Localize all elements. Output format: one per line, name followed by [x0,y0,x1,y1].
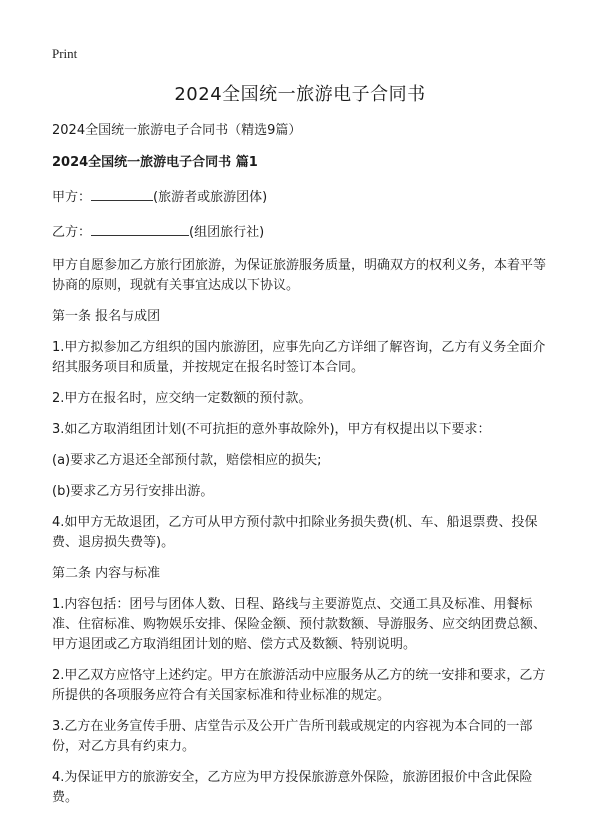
party-b-note: (组团旅行社) [189,225,265,240]
clause-paragraph: 3.乙方在业务宣传手册、店堂告示及公开广告所刊载或规定的内容视为本合同的一部份，对乙方具有约束力。 [52,719,533,754]
intro-paragraph: 甲方自愿参加乙方旅行团旅游，为保证旅游服务质量，明确双方的权利义务，本着平等协商的原则，现就有关事宜达成以下协议。 [52,258,547,293]
party-a-note: (旅游者或旅游团体) [153,190,268,205]
party-a-blank [91,186,153,201]
document-subtitle: 2024全国统一旅游电子合同书（精选9篇） [52,123,302,138]
document-title: 2024全国统一旅游电子合同书 [174,84,426,105]
document-body [52,121,552,819]
clause-paragraph: 1.甲方拟参加乙方组织的国内旅游团，应事先向乙方详细了解咨询，乙方有义务全面介绍其服务项目和质量，并按规定在报名时签订本合同。 [52,340,546,375]
clause-paragraph: 1.内容包括：团号与团体人数、日程、路线与主要游览点、交通工具及标准、用餐标准、住宿标准、购物娱乐安排、保险金额、预付款数额、导游服务、应交纳团费总额、甲方退团或乙方取消组团计划的赔、偿方式及数额、特别说明。 [52,597,547,652]
article-heading: 第二条 内容与标准 [52,566,161,581]
clause-paragraph: 4.为保证甲方的旅游安全，乙方应为甲方投保旅游意外保险，旅游团报价中含此保险费。 [52,770,533,805]
clause-paragraph: 3.如乙方取消组团计划(不可抗拒的意外事故除外)，甲方有权提出以下要求： [52,422,491,437]
clause-paragraph: 2.甲方在报名时，应交纳一定数额的预付款。 [52,391,312,406]
clause-paragraph: 4.如甲方无故退团，乙方可从甲方预付款中扣除业务损失费(机、车、船退票费、投保费、退房损失费等)。 [52,515,538,550]
party-b-blank [91,221,189,236]
section-heading: 2024全国统一旅游电子合同书 篇1 [52,155,258,170]
party-a-label: 甲方： [52,190,92,205]
clause-paragraph: (b)要求乙方另行安排出游。 [52,484,214,499]
party-b-label: 乙方： [52,225,92,240]
party-b-line [52,221,552,243]
print-link[interactable]: Print [52,46,78,61]
clause-paragraph: (a)要求乙方退还全部预付款，赔偿相应的损失; [52,453,322,468]
clause-paragraph: 2.甲乙双方应恪守上述约定。甲方在旅游活动中应服务从乙方的统一安排和要求，乙方所提供的各项服务应符合有关国家标准和待业标准的规定。 [52,668,546,703]
article-heading: 第一条 报名与成团 [52,309,161,324]
party-a-line [52,186,552,208]
